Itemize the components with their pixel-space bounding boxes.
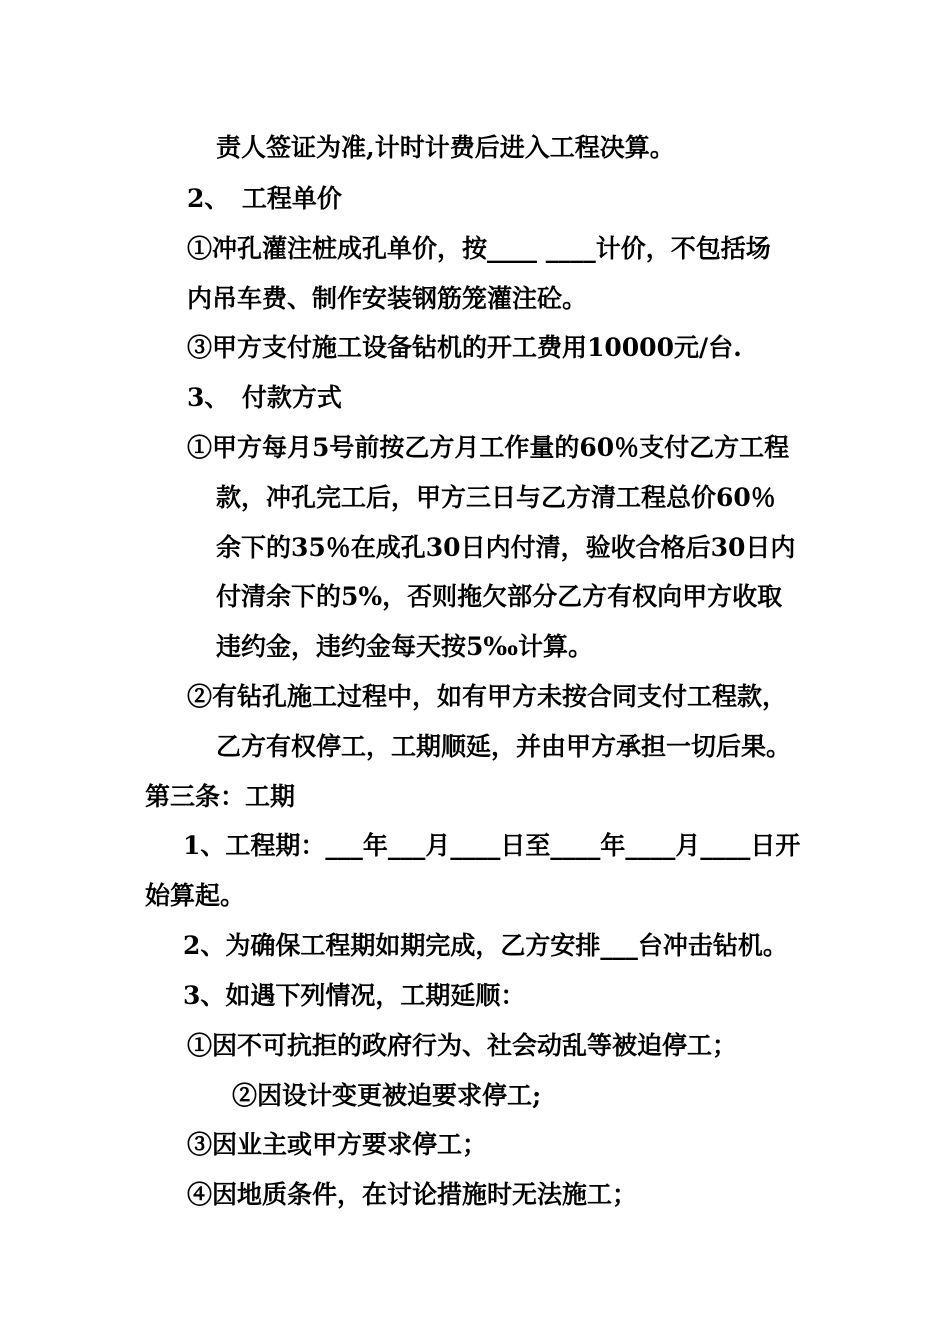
text-line-12: ②有钻孔施工过程中，如有甲方未按合同支付工程款，: [187, 682, 788, 711]
text-line-3: ①冲孔灌注桩成孔单价，按____ ____计价，不包括场: [187, 234, 771, 263]
text-line-6: 3、 付款方式: [187, 383, 342, 412]
text-line-22: ④因地质条件，在讨论措施时无法施工；: [187, 1180, 638, 1209]
text-line-20: ②因设计变更被迫要求停工;: [232, 1081, 542, 1110]
text-line-1: 责人签证为准,计时计费后进入工程决算。: [216, 133, 675, 162]
text-line-2: 2、 工程单价: [187, 184, 342, 213]
text-line-19: ①因不可抗拒的政府行为、社会动乱等被迫停工；: [187, 1031, 738, 1060]
text-line-4: 内吊车费、制作安装钢筋笼灌注砼。: [187, 284, 588, 313]
text-line-8: 款，冲孔完工后，甲方三日与乙方清工程总价60％: [216, 483, 776, 512]
text-line-16: 始算起。: [145, 881, 246, 910]
text-line-13: 乙方有权停工，工期顺延，并由甲方承担一切后果。: [216, 732, 792, 761]
text-line-5: ③甲方支付施工设备钻机的开工费用10000元/台.: [187, 333, 742, 362]
section-heading: 第三条：工期: [145, 782, 296, 811]
text-line-9: 余下的35％在成孔30日内付清，验收合格后30日内: [216, 533, 796, 562]
text-line-7: ①甲方每月5号前按乙方月工作量的60％支付乙方工程: [187, 433, 790, 462]
text-line-15: 1、工程期：___年___月____日至____年____月____日开: [183, 831, 801, 860]
text-line-21: ③因业主或甲方要求停工；: [187, 1130, 488, 1159]
text-line-18: 3、如遇下列情况，工期延顺：: [183, 981, 526, 1010]
text-line-11: 违约金，违约金每天按5‰计算。: [216, 632, 594, 661]
text-line-17: 2、为确保工程期如期完成，乙方安排___台冲击钻机。: [183, 931, 788, 960]
text-line-10: 付清余下的5%，否则拖欠部分乙方有权向甲方收取: [216, 582, 783, 611]
